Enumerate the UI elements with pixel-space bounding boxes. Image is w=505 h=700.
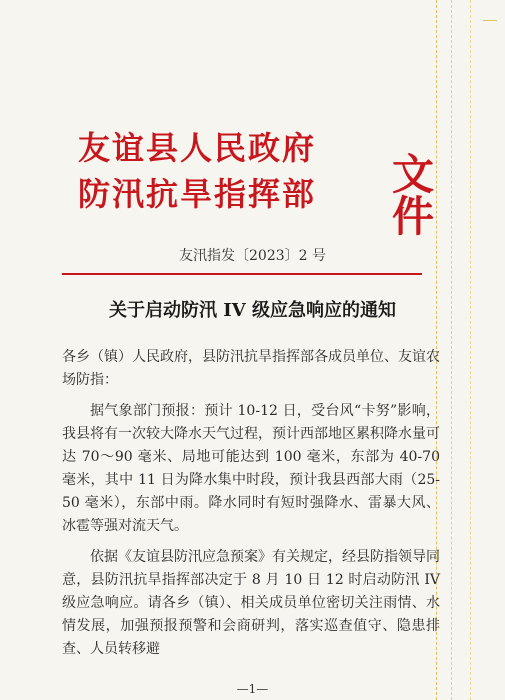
corner-mark [483,0,497,21]
page-number: —1— [236,682,269,696]
body-paragraph-2: 依据《友谊县防汛应急预案》有关规定，经县防指领导同意，县防汛抗旱指挥部决定于 8 月 10 日 12 时启动防汛 IV 级应急响应。请各乡（镇）、相关成员单位密切关注雨情、水情发展，加强预报预警和会商研判，落实巡查值守、隐患排查、人员转移避 [62,549,440,657]
document-body [62,346,440,669]
issuer-line-2: 防汛抗旱指挥部 [78,175,317,213]
issuer-line-1: 友谊县人民政府 [78,129,317,167]
document-number: 友汛指发〔2023〕2 号 [179,248,326,264]
body-paragraph-1: 据气象部门预报：预计 10-12 日，受台风“卡努”影响，我县将有一次较大降水天气过程，预计西部地区累积降水量可达 70～90 毫米、局地可能达到 100 毫米，东部为 40-70 毫米，其中 11 日为降水集中时段，预计我县西部大雨（25-50 毫米），东部中雨。降水同时有短时强降水、雷暴大风、冰雹等强对流天气。 [62,403,440,534]
red-separator-rule [62,273,422,275]
salutation: 各乡（镇）人民政府，县防汛抗旱指挥部各成员单位、友谊农场防指： [62,349,440,388]
document-type-label: 文件 [392,150,437,241]
red-header [78,129,438,241]
binding-edge-line [470,0,471,700]
binding-edge-line [451,0,452,700]
document-title: 关于启动防汛 IV 级应急响应的通知 [109,300,396,321]
